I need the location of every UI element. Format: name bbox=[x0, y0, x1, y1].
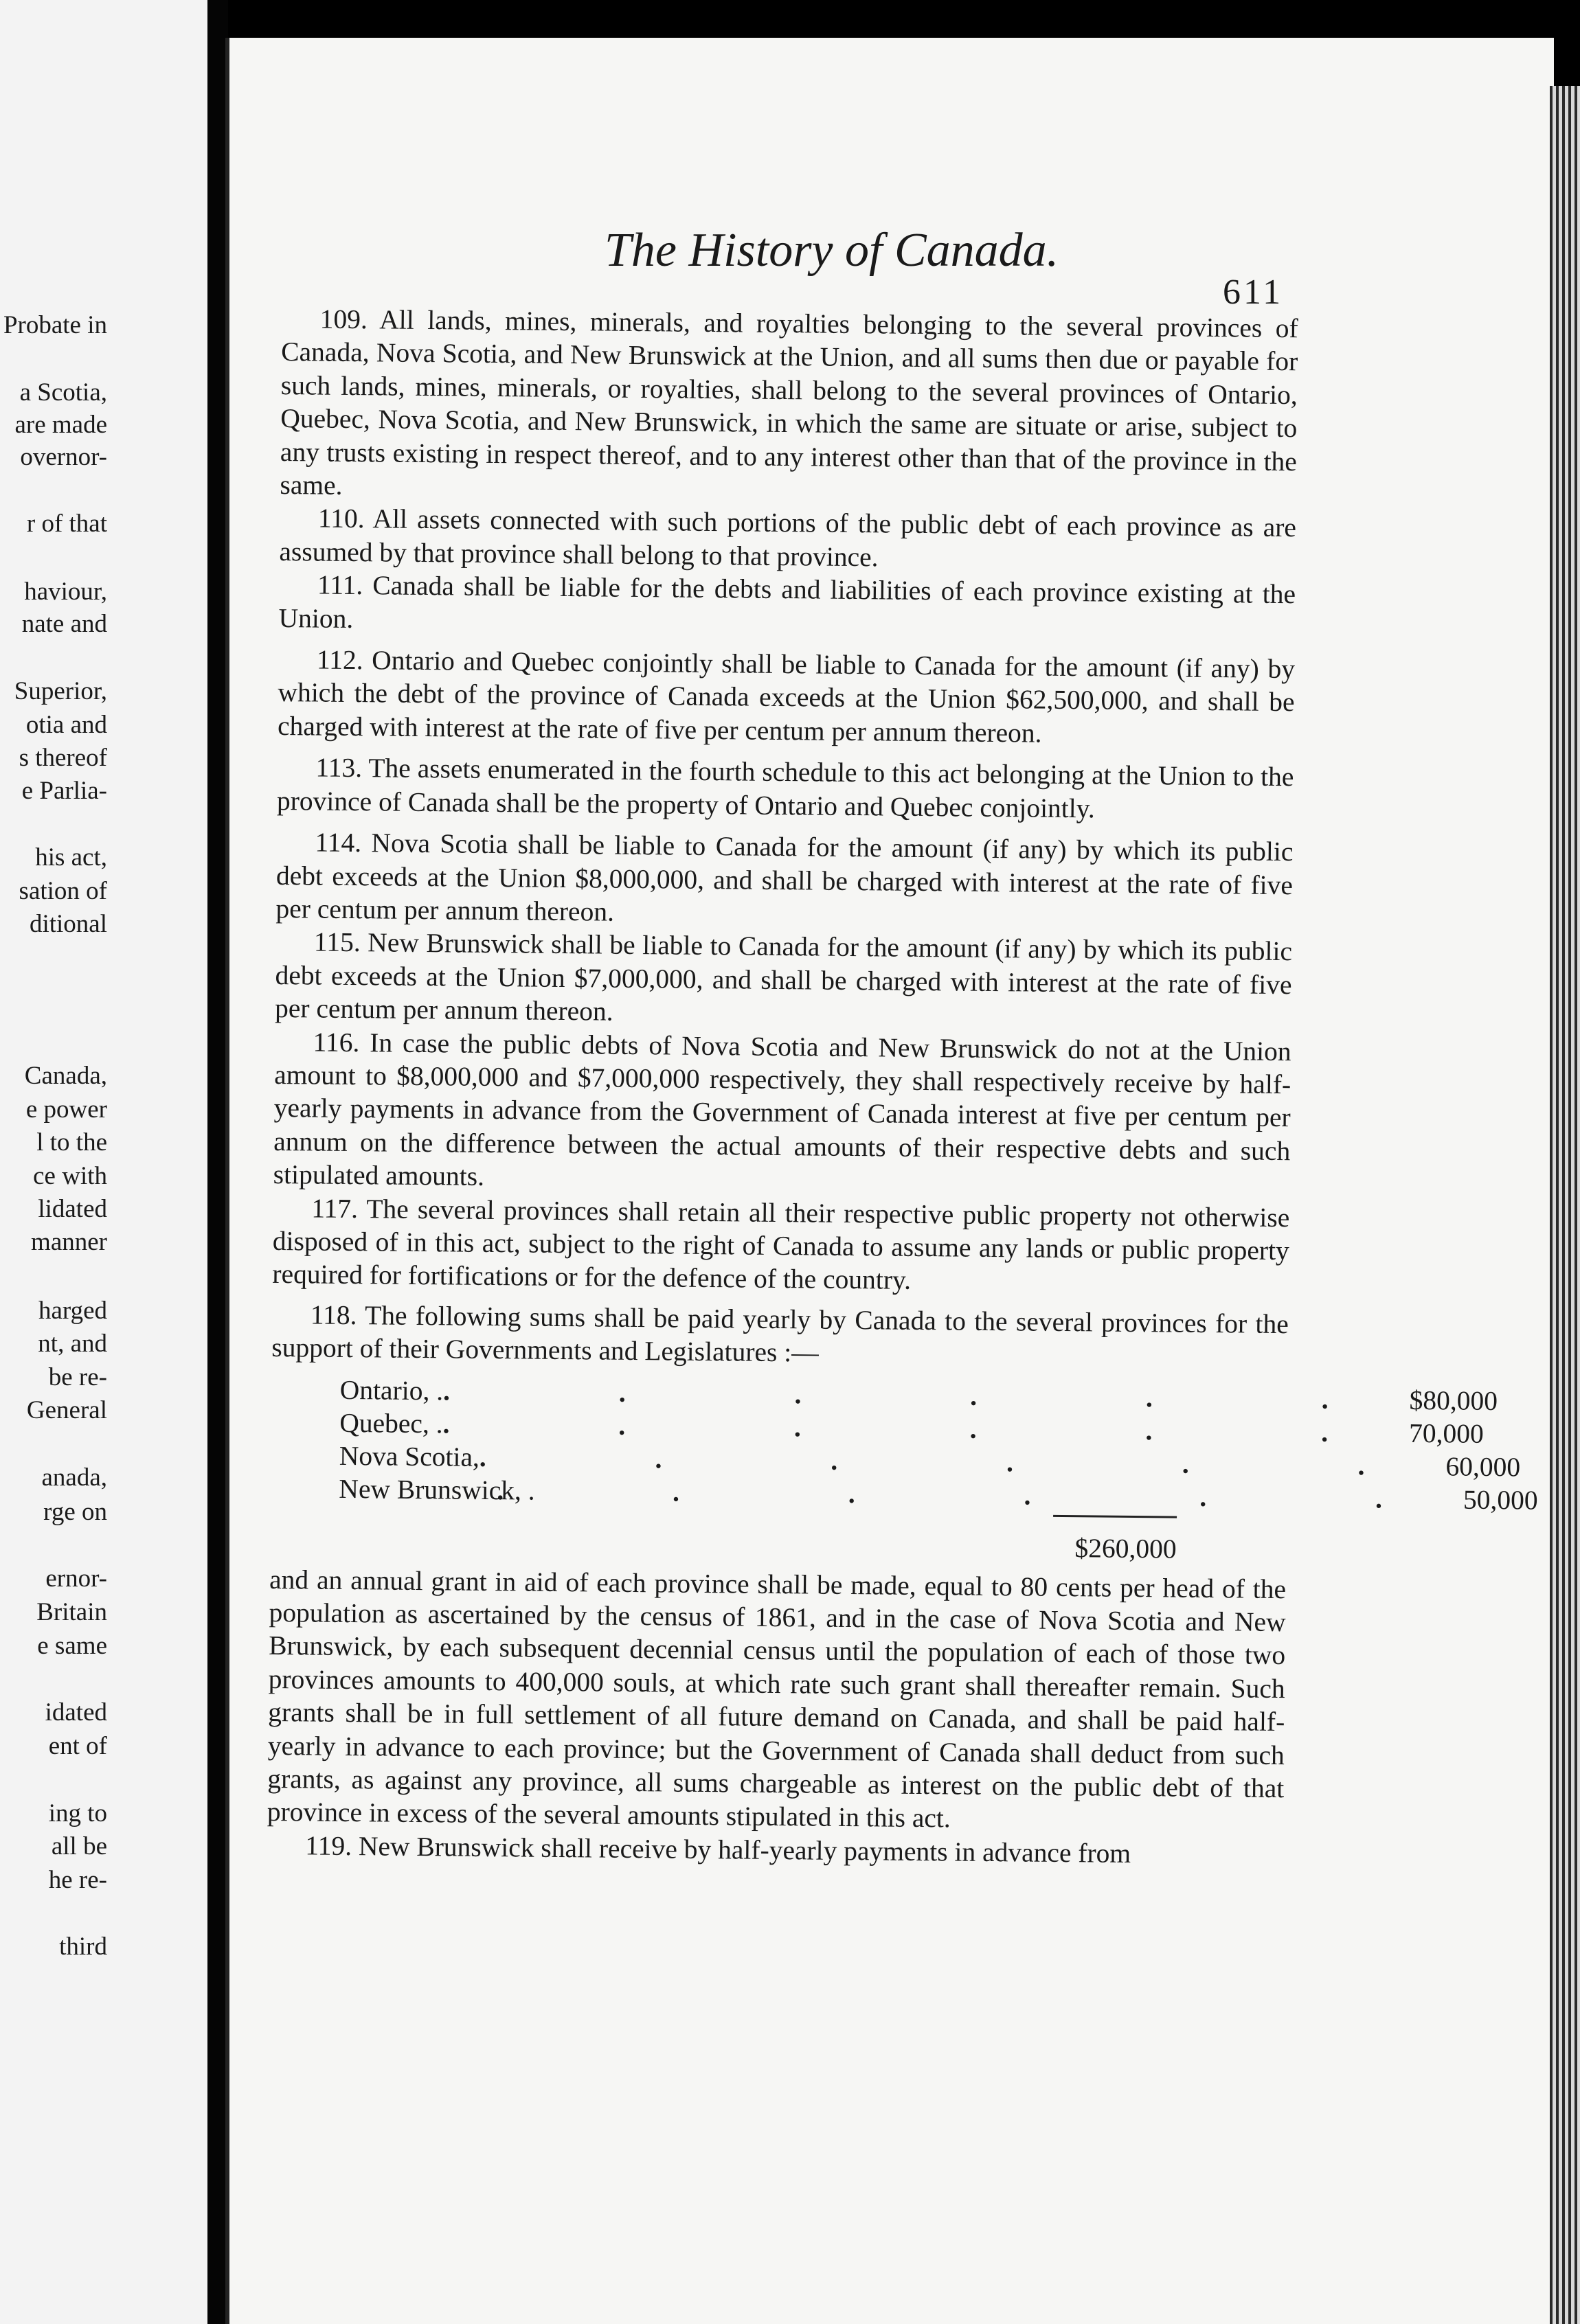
facing-fragment: his act, bbox=[35, 843, 107, 872]
facing-fragment: ce with bbox=[33, 1162, 107, 1190]
section-118-intro: 118. The following sums shall be paid yearly by Canada to the several provinces for the support of their Governments and Legislatures :— bbox=[271, 1299, 1289, 1368]
section-111: 111. Canada shall be liable for the debts and liabilities of each province existing at the Union. bbox=[278, 569, 1296, 634]
facing-fragment: be re- bbox=[48, 1363, 107, 1391]
page-body bbox=[267, 302, 1538, 1871]
facing-fragment: General bbox=[26, 1396, 107, 1424]
section-115: 115. New Brunswick shall be liable to Canada for the amount (if any) by which its public debt exceeds at the Union $7,000,000, and shall be charged with interest at the rate of five per centum per annum thereon. bbox=[274, 926, 1293, 1027]
facing-fragment: sation of bbox=[19, 877, 107, 905]
facing-fragment: ing to bbox=[48, 1799, 107, 1827]
facing-fragment: ditional bbox=[29, 910, 107, 938]
facing-fragment: are made bbox=[14, 411, 107, 439]
section-116: 116. In case the public debts of Nova Scotia and New Brunswick do not at the Union amount to $8,000,000 and $7,000,000 respectively, they shall respectively receive by half-yearly payments in advance from the Government of Canada interest at five per centum per annum on the difference between the actual amounts of their respective debts and such stipulated amounts. bbox=[273, 1027, 1291, 1192]
page-edges bbox=[1550, 86, 1580, 2324]
facing-fragment: all be bbox=[51, 1832, 107, 1860]
facing-fragment: harged bbox=[38, 1297, 107, 1325]
facing-fragment: rge on bbox=[43, 1498, 107, 1526]
leader-dots: . . . . . . bbox=[442, 1375, 1410, 1415]
running-title: The History of Canada. bbox=[605, 224, 1059, 277]
province-name: Quebec, . bbox=[339, 1407, 443, 1439]
facing-fragment: Canada, bbox=[24, 1062, 107, 1090]
facing-fragment: a Scotia, bbox=[19, 378, 107, 407]
facing-fragment: s thereof bbox=[19, 744, 107, 772]
leader-dots: . . . . . . bbox=[442, 1408, 1410, 1448]
facing-fragment: nate and bbox=[21, 610, 107, 638]
section-117: 117. The several provinces shall retain all their respective public property not otherwise disposed of in this act, subject to the right of Canada to assume any lands or public property required for fortifications or for the defence of the country. bbox=[272, 1193, 1290, 1296]
facing-fragment: Britain bbox=[36, 1598, 107, 1626]
facing-fragment: r of that bbox=[26, 510, 107, 538]
grant-amount: 60,000 bbox=[1445, 1450, 1521, 1482]
section-114: 114. Nova Scotia shall be liable to Canada for the amount (if any) by which its public debt exceeds at the Union $8,000,000, and shall be charged with interest at the rate of five per centum per annum thereon. bbox=[275, 827, 1294, 927]
grant-total: $260,000 bbox=[1074, 1533, 1177, 1564]
grant-amount: 70,000 bbox=[1408, 1417, 1484, 1449]
facing-fragment: otia and bbox=[25, 711, 107, 739]
section-112: 112. Ontario and Quebec conjointly shall be liable to Canada for the amount (if any) by which the debt of the province of Canada exceeds at the Union $62,500,000, and shall be charged with interest at the rate of five per centum per annum thereon. bbox=[277, 644, 1296, 749]
grants-table bbox=[269, 1373, 1538, 1567]
facing-fragment: ernor- bbox=[45, 1564, 107, 1593]
province-name: New Brunswick, . bbox=[339, 1473, 535, 1506]
facing-fragment: nt, and bbox=[38, 1330, 107, 1358]
facing-fragment: he re- bbox=[48, 1866, 107, 1894]
facing-page-text bbox=[0, 0, 207, 2324]
page-number: 611 bbox=[1223, 273, 1284, 312]
section-118-continuation: and an annual grant in aid of each province shall be made, equal to 80 cents per head of the population as ascertained by the census of 1861, and in the case of Nova Scotia and New Brunswick, by each subsequent decennial census until the population of each of those two provinces amounts to 400,000 souls, at which rate such grant shall thereafter remain. Such grants shall be in full settlement of all future demand on Canada, and shall be paid half-yearly in advance to each province; but the Government of Canada shall deduct from such grants, as against any province, all sums chargeable as interest on the public debt of that province in excess of the several amounts stipulated in this act. bbox=[267, 1564, 1287, 1834]
leader-dots: . . . . . . bbox=[497, 1474, 1464, 1515]
province-name: Nova Scotia, bbox=[339, 1440, 480, 1472]
facing-fragment: anada, bbox=[41, 1463, 107, 1492]
facing-fragment: idated bbox=[45, 1698, 107, 1727]
facing-fragment: manner bbox=[31, 1228, 107, 1256]
grant-total-row bbox=[338, 1510, 1177, 1566]
facing-fragment: haviour, bbox=[24, 578, 107, 606]
section-109: 109. All lands, mines, minerals, and royalties belonging to the several provinces of Canada, Nova Scotia, and New Brunswick at the Union, and all sums then due or payable for such lands, mines, minerals, or royalties, shall belong to the several provinces of Ontario, Quebec, Nova Scotia, and New Brunswick, in which the same are situate or arise, subject to any trusts existing in respect thereof, and to any interest other than that of the province in the same. bbox=[280, 304, 1298, 501]
facing-fragment: ent of bbox=[48, 1732, 107, 1760]
facing-fragment: e power bbox=[25, 1095, 107, 1124]
facing-fragment: e Parlia- bbox=[21, 777, 107, 805]
facing-fragment: Probate in bbox=[3, 311, 107, 339]
section-119: 119. New Brunswick shall receive by half-yearly payments in advance from bbox=[305, 1830, 1131, 1869]
facing-fragment: e same bbox=[37, 1632, 107, 1660]
section-110: 110. All assets connected with such portions of the public debt of each province as are assumed by that province shall belong to that province. bbox=[279, 503, 1297, 573]
grant-amount: $80,000 bbox=[1409, 1385, 1498, 1416]
facing-fragment: third bbox=[59, 1933, 107, 1961]
facing-fragment: lidated bbox=[38, 1195, 107, 1223]
facing-fragment: Superior, bbox=[14, 677, 107, 705]
facing-fragment: l to the bbox=[36, 1128, 107, 1157]
province-name: Ontario, . bbox=[339, 1374, 444, 1406]
section-113: 113. The assets enumerated in the fourth schedule to this act belonging at the Union to the province of Canada shall be the property of Ontario and Quebec conjointly. bbox=[276, 752, 1294, 824]
facing-fragment: overnor- bbox=[20, 443, 107, 471]
grant-amount: 50,000 bbox=[1463, 1484, 1538, 1516]
leader-dots: . . . . . . bbox=[479, 1442, 1446, 1481]
facing-page bbox=[0, 0, 207, 2324]
